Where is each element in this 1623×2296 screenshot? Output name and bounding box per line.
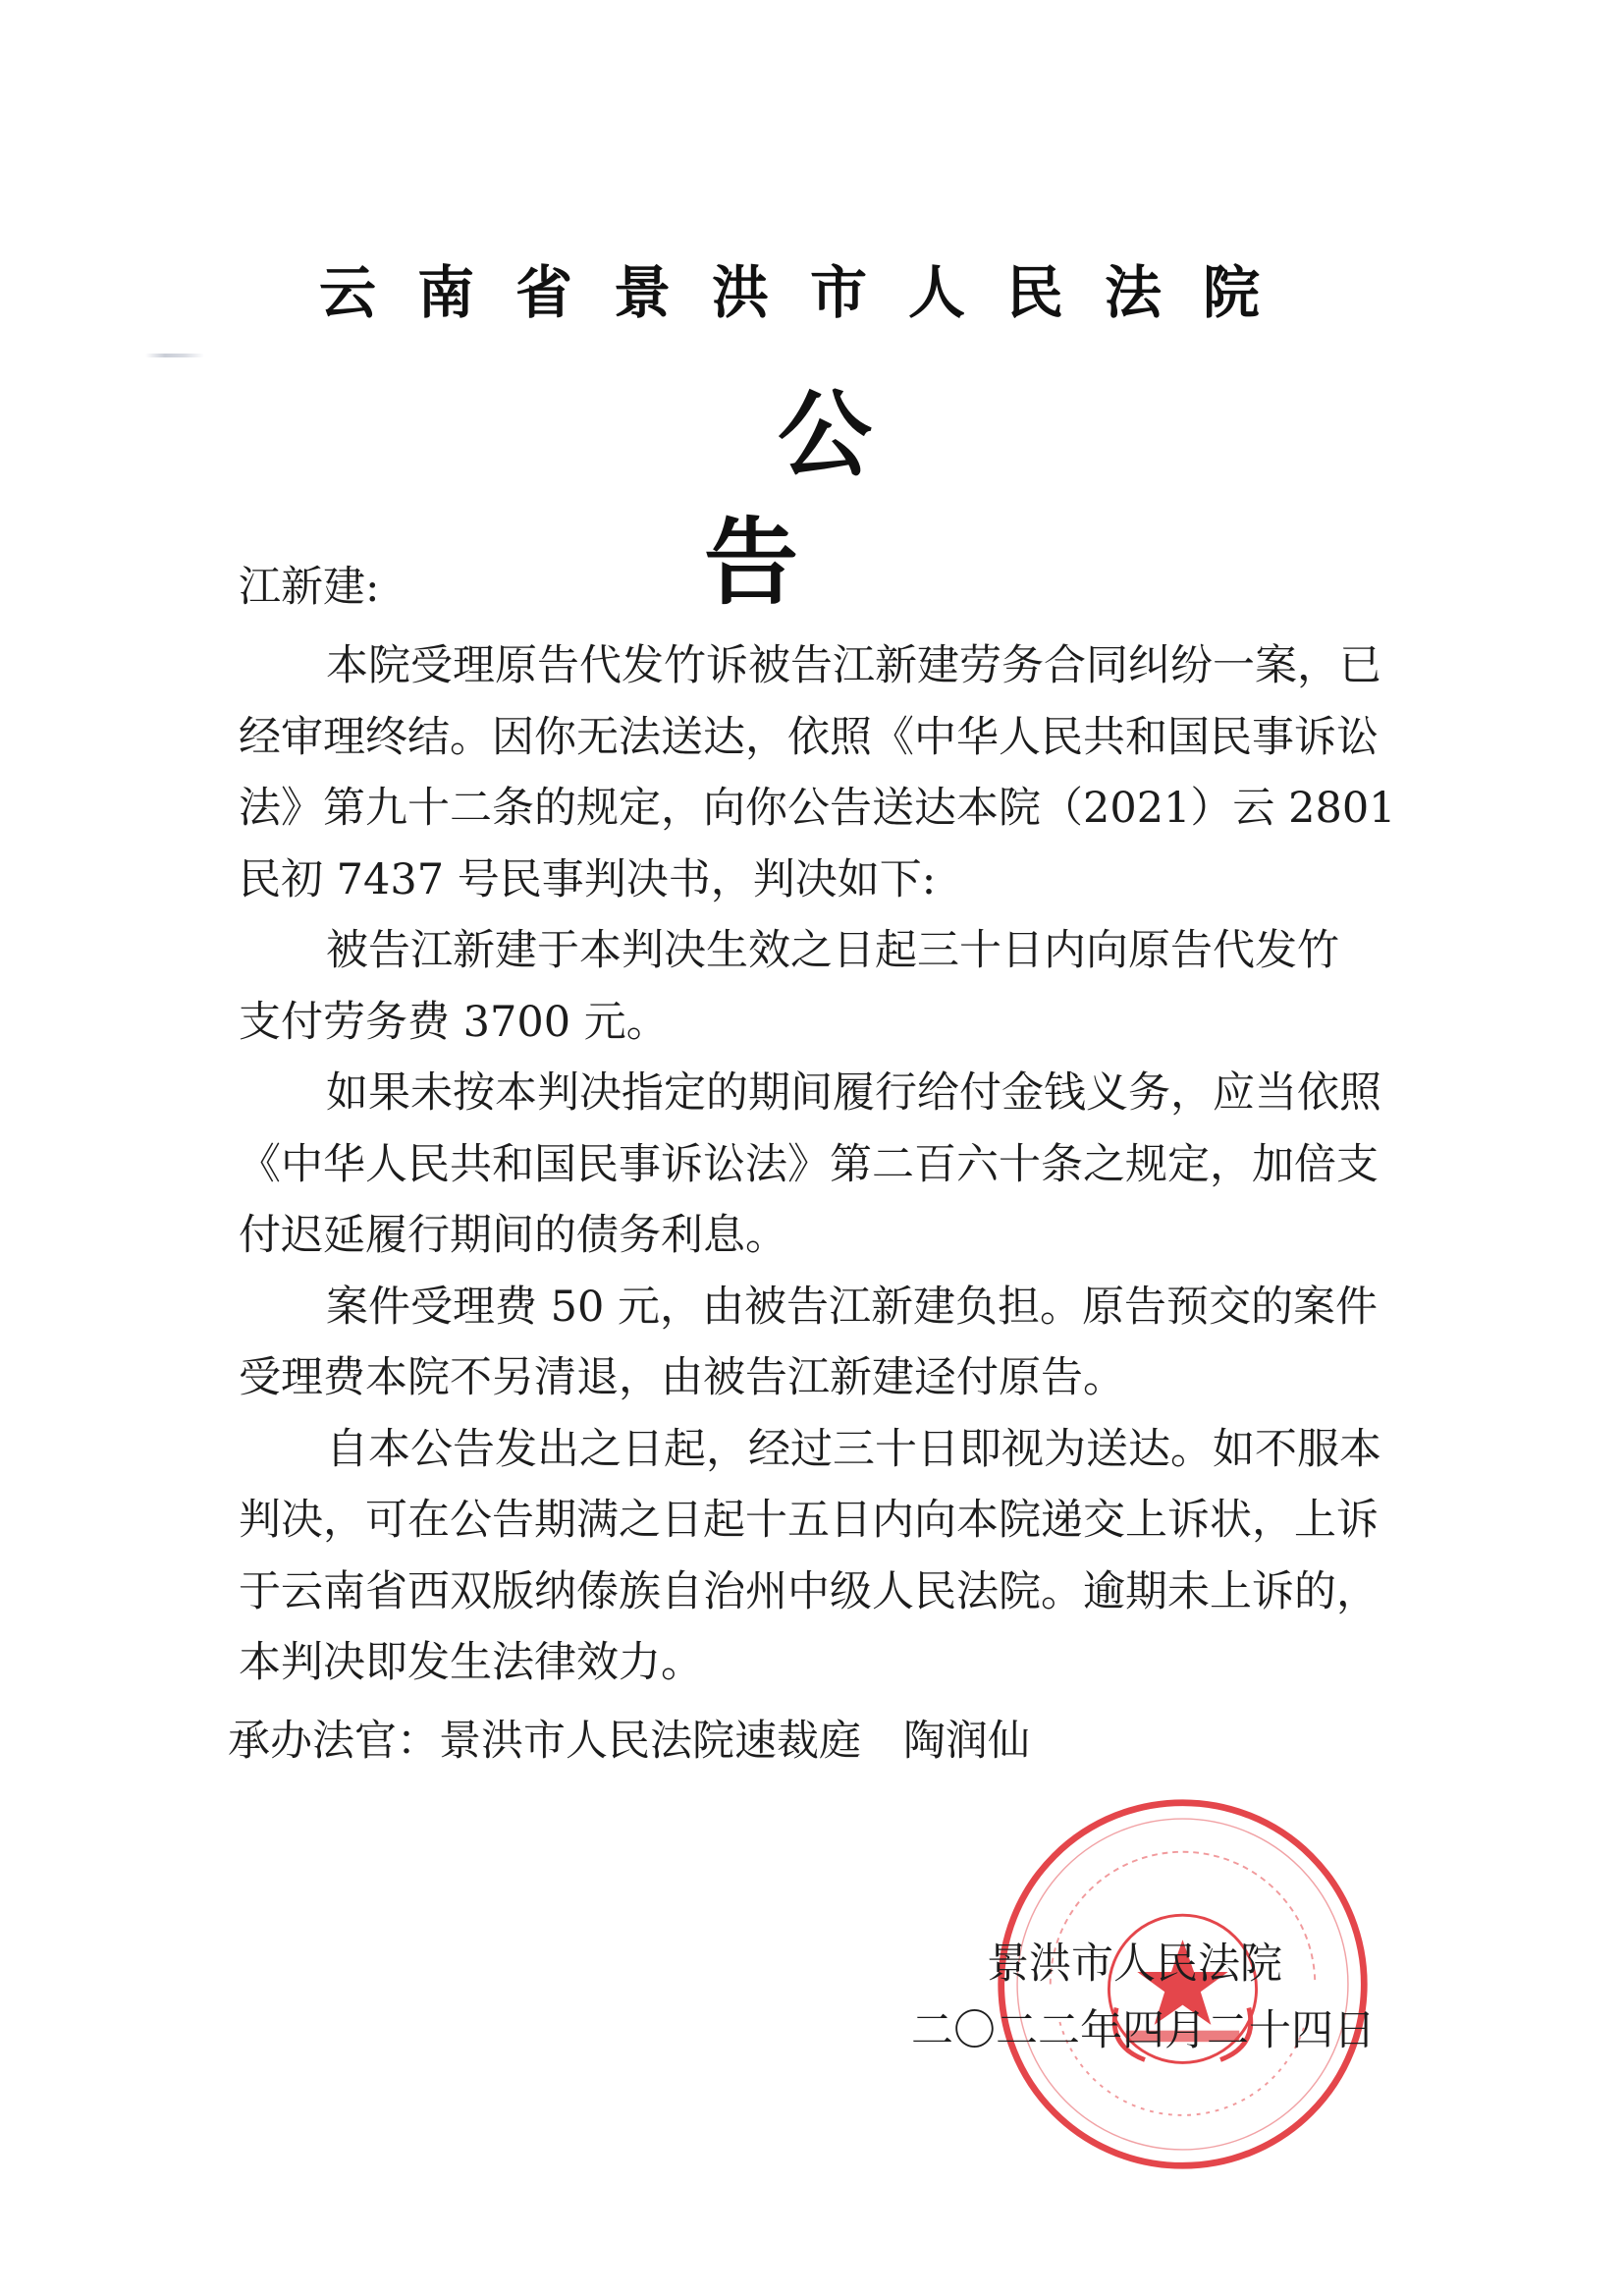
presiding-judge-line: 承办法官：景洪市人民法院速裁庭 陶润仙	[228, 1717, 1030, 1766]
body-line: 支付劳务费 3700 元。	[239, 997, 669, 1047]
body-line: 付迟延履行期间的债务利息。	[239, 1211, 787, 1260]
issuing-court: 景洪市人民法院	[987, 1940, 1282, 1989]
body-line: 本院受理原告代发竹诉被告江新建劳务合同纠纷一案，已	[326, 641, 1381, 690]
body-line: 《中华人民共和国民事诉讼法》第二百六十条之规定，加倍支	[239, 1139, 1379, 1189]
body-line: 案件受理费 50 元，由被告江新建负担。原告预交的案件	[326, 1282, 1379, 1332]
issue-date: 二〇二二年四月二十四日	[911, 2006, 1376, 2055]
body-line: 被告江新建于本判决生效之日起三十日内向原告代发竹	[326, 926, 1339, 975]
body-line: 本判决即发生法律效力。	[239, 1638, 703, 1687]
body-line: 经审理终结。因你无法送达，依照《中华人民共和国民事诉讼	[239, 712, 1379, 762]
addressee: 江新建:	[239, 563, 380, 612]
body-line: 民初 7437 号民事判决书，判决如下:	[239, 854, 937, 904]
body-line: 如果未按本判决指定的期间履行给付金钱义务，应当依照	[326, 1068, 1381, 1118]
body-line: 受理费本院不另清退，由被告江新建迳付原告。	[239, 1353, 1125, 1402]
body-line: 于云南省西双版纳傣族自治州中级人民法院。逾期未上诉的，	[239, 1566, 1379, 1616]
scan-smudge	[145, 354, 204, 357]
body-line: 判决，可在公告期满之日起十五日内向本院递交上诉状，上诉	[239, 1496, 1379, 1545]
court-name-heading: 云南省景洪市人民法院	[318, 259, 1301, 326]
document-title: 公告	[704, 380, 1019, 618]
body-line: 法》第九十二条的规定，向你公告送达本院（2021）云 2801	[239, 784, 1396, 833]
body-line: 自本公告发出之日起，经过三十日即视为送达。如不服本	[326, 1424, 1381, 1474]
